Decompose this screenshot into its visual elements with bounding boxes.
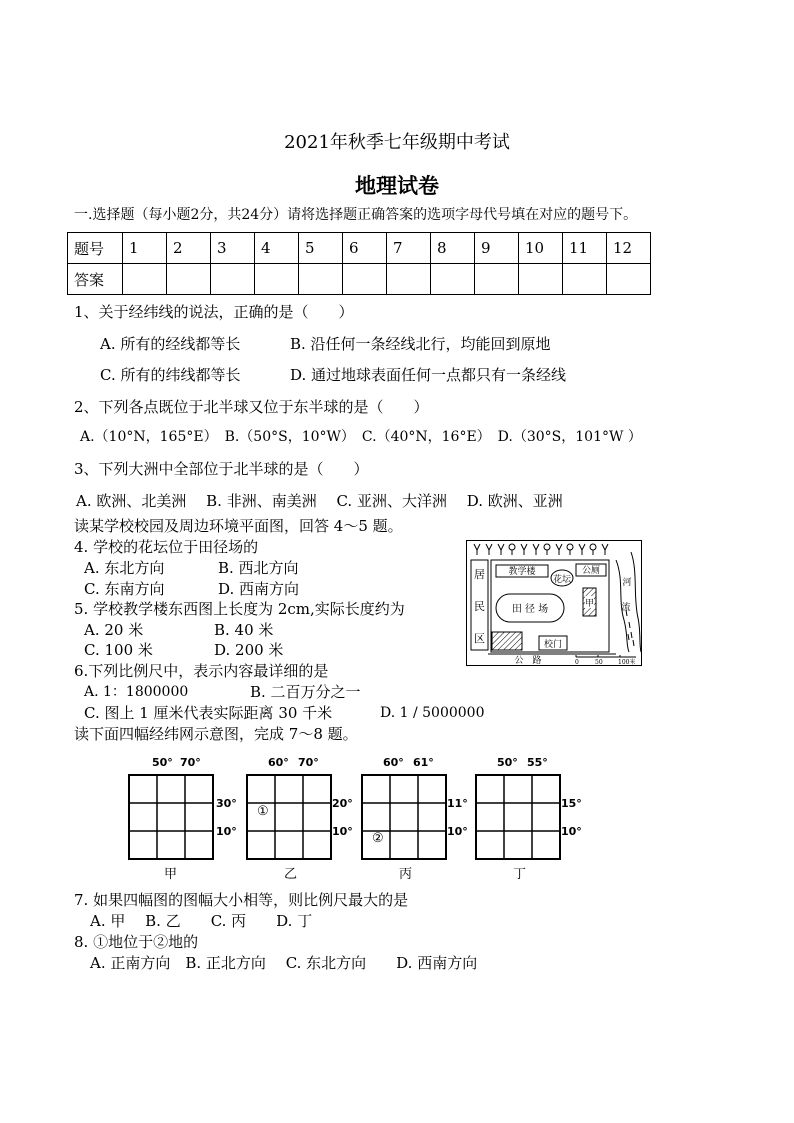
grid-lines [128,774,216,862]
table-cell: 5 [299,233,343,264]
grid-top-left-label: 60° [268,756,289,769]
jia-label: 甲 [584,599,595,609]
toilet-label: 公厕 [581,566,601,576]
q1-option-a[interactable]: A. 所有的经线都等长 [100,335,241,353]
table-cell: 1 [123,233,167,264]
river-label: 河 [622,578,632,588]
grid-top-left-label: 60° [383,756,404,769]
q6-option-b[interactable]: B. 二百万分之一 [250,683,361,701]
table-cell: 10 [519,233,563,264]
grid-caption: 乙 [284,867,298,882]
grid-lines [475,774,563,862]
grid-top-right-label: 70° [180,756,201,769]
graticule-jia [124,756,244,882]
grid-right-top-label: 11° [447,797,468,810]
residential-label: 民 [474,600,485,613]
graticule-ding [471,756,591,882]
grid-caption: 丙 [399,867,413,882]
grid-right-top-label: 15° [561,797,582,810]
answer-table [67,232,651,295]
answer-cell[interactable] [431,264,475,295]
table-cell: 4 [255,233,299,264]
answer-cell[interactable] [255,264,299,295]
river-label: 流 [621,603,631,613]
residential-label: 居 [474,568,485,581]
q6-option-d[interactable]: D. 1 / 5000000 [380,705,485,721]
answer-cell[interactable] [211,264,255,295]
road-label: 公 路 [514,656,542,666]
teaching-building-label: 教学楼 [508,567,536,577]
grid-right-bottom-label: 10° [561,825,582,838]
q5-option-a[interactable]: A. 20 米 [84,621,144,639]
table-cell: 11 [563,233,607,264]
grid-caption: 甲 [164,867,178,882]
q6-option-a[interactable]: A. 1：1800000 [84,684,189,700]
table-row [68,264,651,295]
answer-cell[interactable] [123,264,167,295]
q2-options[interactable]: A.（10°N，165°E） B.（50°S，10°W） C.（40°N，16°E） D.（30°S，101°W ） [80,429,642,445]
gate-label: 校门 [543,640,563,650]
grid-lines [361,774,449,862]
grid-right-top-label: 20° [332,797,353,810]
grid-caption: 丁 [513,867,527,882]
grid-top-right-label: 70° [298,756,319,769]
table-cell: 7 [387,233,431,264]
read-instruction-7-8: 读下面四幅经纬网示意图，完成 7～8 题。 [74,725,358,743]
flower-bed-label: 花坛 [552,575,572,585]
table-row-label: 题号 [68,233,123,264]
scale-label: 0 [575,659,579,666]
grid-top-right-label: 61° [413,756,434,769]
track-label: 田 径 场 [511,604,549,615]
residential-label: 区 [474,632,485,645]
q8-options[interactable]: A. 正南方向 B. 正北方向 C. 东北方向 D. 西南方向 [90,954,478,972]
table-cell: 2 [167,233,211,264]
q5-stem: 5. 学校教学楼东西图上长度为 2cm,实际长度约为 [74,600,405,618]
q4-option-b[interactable]: B. 西北方向 [218,559,299,577]
answer-cell[interactable] [343,264,387,295]
grid-top-left-label: 50° [497,756,518,769]
q1-stem: 1、关于经纬线的说法，正确的是（ ） [74,303,354,321]
q1-option-d[interactable]: D. 通过地球表面任何一点都只有一条经线 [290,366,567,384]
table-cell: 8 [431,233,475,264]
scale-label: 100米 [618,659,636,666]
answer-cell[interactable] [387,264,431,295]
hatched-building [492,632,522,650]
grid-top-right-label: 55° [527,756,548,769]
point-2-marker: ② [372,831,384,846]
table-cell: 3 [211,233,255,264]
graticule-yi [242,756,362,882]
table-cell: 12 [607,233,651,264]
grid-right-bottom-label: 10° [216,825,237,838]
grid-right-bottom-label: 10° [332,825,353,838]
q5-option-c[interactable]: C. 100 米 [84,641,153,659]
point-1-marker: ① [257,804,269,819]
q5-option-b[interactable]: B. 40 米 [214,621,274,639]
q1-option-c[interactable]: C. 所有的纬线都等长 [100,366,241,384]
answer-cell[interactable] [299,264,343,295]
q3-options[interactable]: A. 欧洲、北美洲 B. 非洲、南美洲 C. 亚洲、大洋洲 D. 欧洲、亚洲 [76,492,563,510]
q7-options[interactable]: A. 甲 B. 乙 C. 丙 D. 丁 [90,912,313,930]
table-row-label: 答案 [68,264,123,295]
exam-subtitle: 地理试卷 [355,174,439,198]
section-instruction: 一.选择题（每小题2分，共24分）请将选择题正确答案的选项字母代号填在对应的题号下。 [74,207,638,223]
table-row [68,233,651,264]
answer-cell[interactable] [607,264,651,295]
read-instruction-4-5: 读某学校校园及周边环境平面图，回答 4～5 题。 [74,517,403,535]
q8-stem: 8. ①地位于②地的 [74,933,199,951]
graticule-bing [357,756,477,882]
exam-title: 2021年秋季七年级期中考试 [284,132,510,153]
q2-stem: 2、下列各点既位于北半球又位于东半球的是（ ） [74,398,429,416]
campus-map [466,540,642,666]
q3-stem: 3、下列大洲中全部位于北半球的是（ ） [74,460,369,478]
scale-label: 50 [595,659,603,666]
q7-stem: 7. 如果四幅图的图幅大小相等，则比例尺最大的是 [74,891,409,909]
answer-cell[interactable] [167,264,211,295]
table-cell: 6 [343,233,387,264]
q5-option-d[interactable]: D. 200 米 [214,641,284,659]
q6-option-c[interactable]: C. 图上 1 厘米代表实际距离 30 千米 [84,704,333,722]
q4-option-d[interactable]: D. 西南方向 [218,580,300,598]
answer-cell[interactable] [475,264,519,295]
grid-right-top-label: 30° [216,797,237,810]
table-cell: 9 [475,233,519,264]
grid-right-bottom-label: 10° [447,825,468,838]
q6-stem: 6.下列比例尺中，表示内容最详细的是 [74,662,329,680]
q1-option-b[interactable]: B. 沿任何一条经线北行，均能回到原地 [290,335,551,353]
answer-cell[interactable] [563,264,607,295]
q4-option-a[interactable]: A. 东北方向 [84,559,165,577]
grid-top-left-label: 50° [152,756,173,769]
q4-option-c[interactable]: C. 东南方向 [84,580,165,598]
answer-cell[interactable] [519,264,563,295]
q4-stem: 4. 学校的花坛位于田径场的 [74,538,259,556]
